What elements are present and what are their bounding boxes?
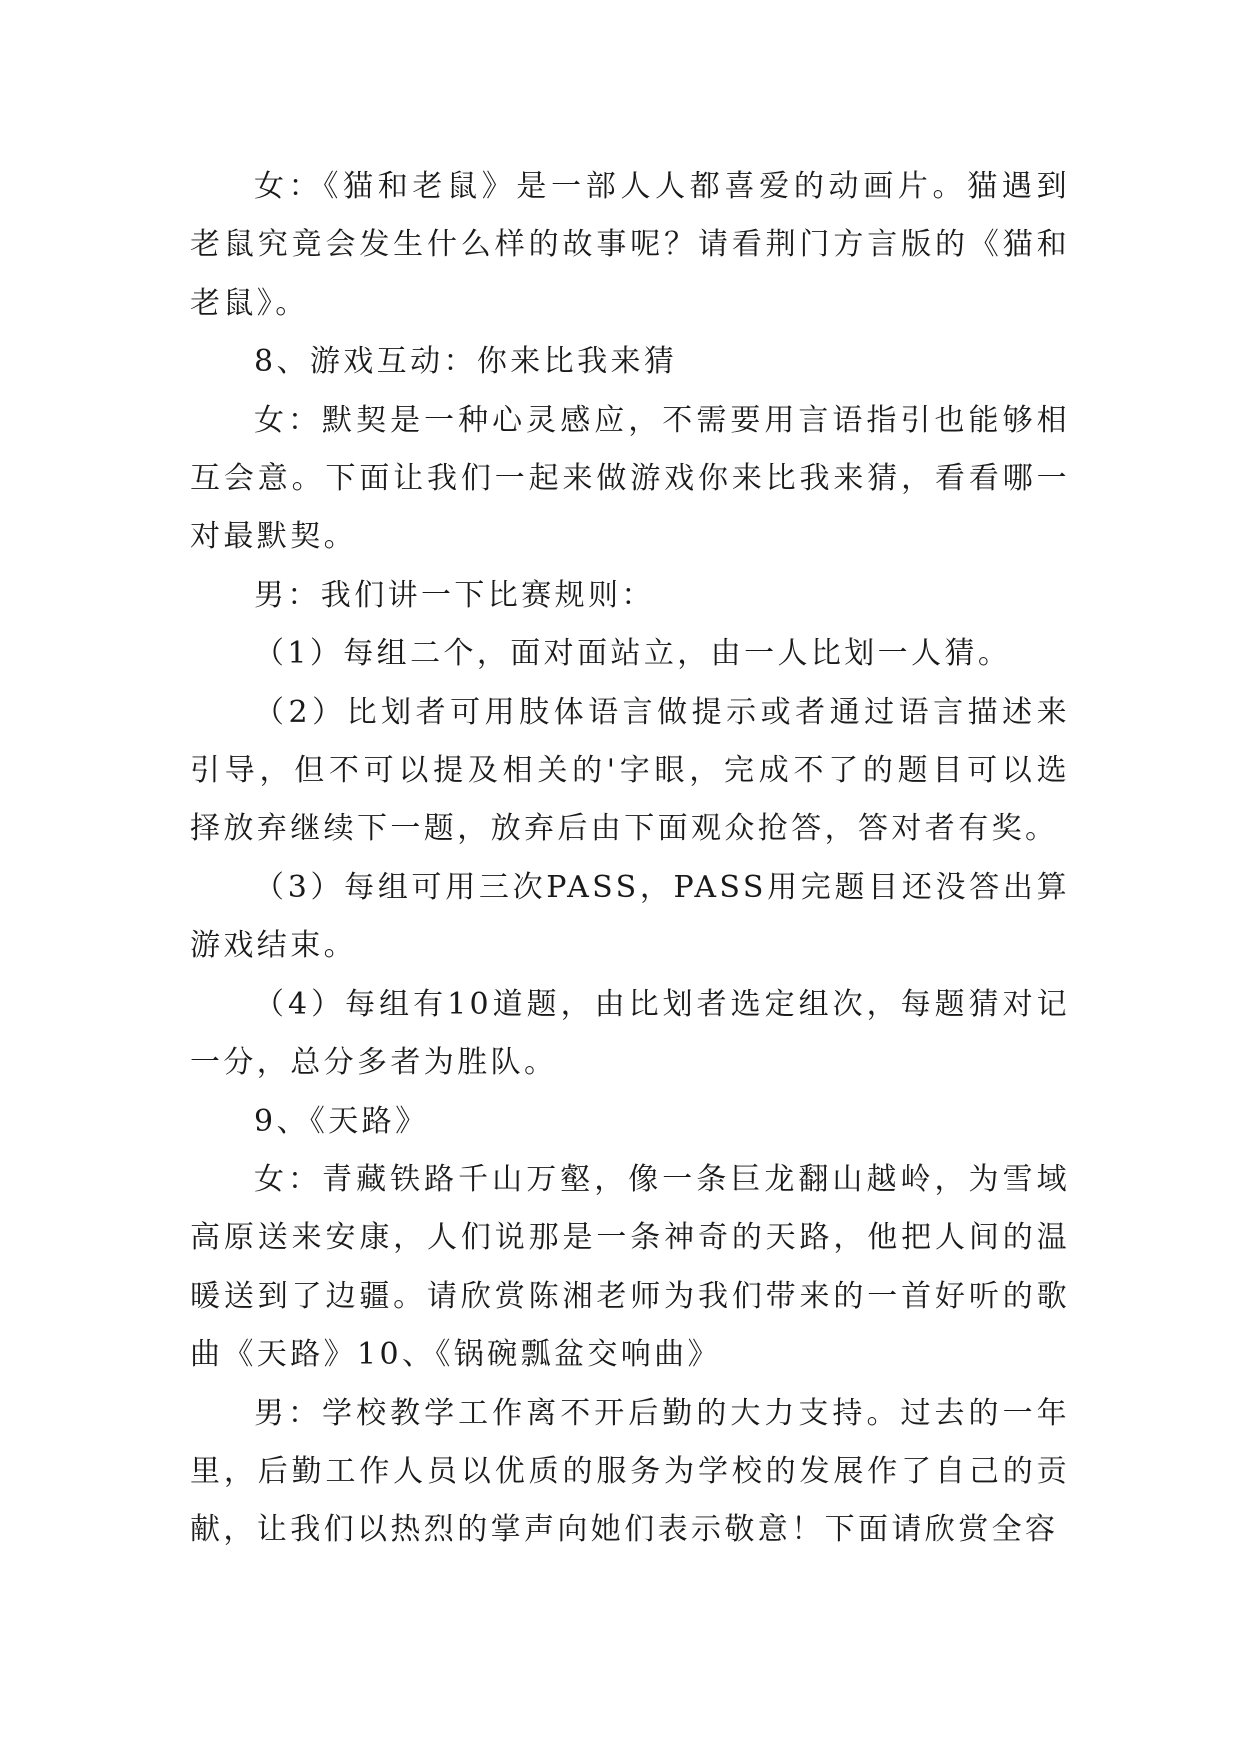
paragraph-cat-and-mouse-intro: 女：《猫和老鼠》是一部人人都喜爱的动画片。猫遇到老鼠究竟会发生什么样的故事呢？请看荆门方言版的《猫和老鼠》。 [190, 169, 1070, 321]
rule-item-4: （4）每组有10道题，由比划者选定组次，每题猜对记一分，总分多者为胜队。 [190, 986, 1070, 1081]
paragraph-rules-intro: 男：我们讲一下比赛规则： [254, 577, 655, 613]
section-heading-tianlu: 9、《天路》 [254, 1103, 429, 1139]
section-heading-game: 8、游戏互动：你来比我来猜 [254, 344, 678, 380]
paragraph-logistics-intro: 男：学校教学工作离不开后勤的大力支持。过去的一年里，后勤工作人员以优质的服务为学校的发展作了自己的贡献，让我们以热烈的掌声向她们表示敬意！下面请欣赏全容 [190, 1395, 1070, 1548]
paragraph-game-intro: 女：默契是一种心灵感应，不需要用言语指引也能够相互会意。下面让我们一起来做游戏你来比我来猜，看看哪一对最默契。 [190, 402, 1070, 555]
rule-item-3: （3）每组可用三次PASS，PASS用完题目还没答出算游戏结束。 [190, 869, 1070, 964]
rule-item-2: （2）比划者可用肢体语言做提示或者通过语言描述来引导，但不可以提及相关的'字眼，完成不了的题目可以选择放弃继续下一题，放弃后由下面观众抢答，答对者有奖。 [190, 694, 1070, 847]
document-body [190, 158, 1070, 1560]
paragraph-tianlu-intro: 女：青藏铁路千山万壑，像一条巨龙翻山越岭，为雪域高原送来安康，人们说那是一条神奇的天路，他把人间的温暖送到了边疆。请欣赏陈湘老师为我们带来的一首好听的歌曲《天路》10、《锅碗瓢盆交响曲》 [190, 1161, 1070, 1373]
rule-item-1: （1）每组二个，面对面站立，由一人比划一人猜。 [254, 636, 1012, 672]
